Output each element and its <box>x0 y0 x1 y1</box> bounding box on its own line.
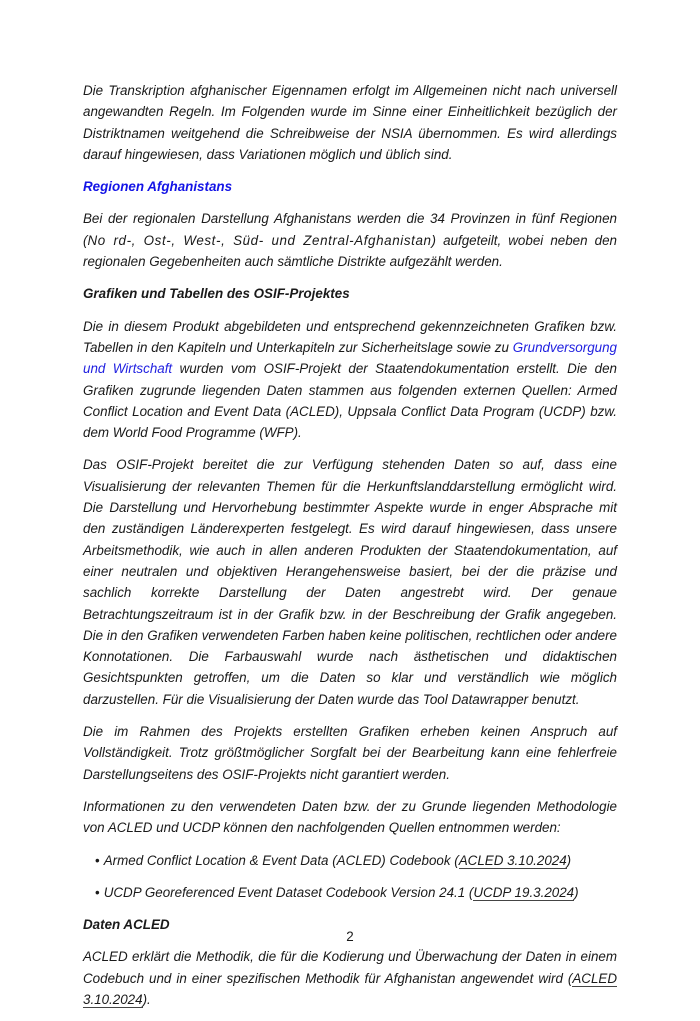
list-item <box>95 882 617 903</box>
acled-paragraph <box>83 946 617 1010</box>
acled-codebook-link[interactable]: ACLED 3.10.2024 <box>458 852 567 868</box>
bullet-icon: • <box>95 852 100 868</box>
page-number: 2 <box>346 929 354 944</box>
source-close: ) <box>574 884 579 900</box>
source-text: UCDP Georeferenced Event Dataset Codebook Version 24.1 ( <box>103 884 474 900</box>
osif-text-start: Die in diesem Produkt abgebildeten und entsprechend gekennzeichneten Grafiken bzw. Tabellen in den Kapiteln und Unterkapiteln zur Sicherheitslage sowie zu <box>83 318 617 355</box>
ucdp-codebook-link[interactable]: UCDP 19.3.2024 <box>473 884 575 900</box>
grundversorgung-link[interactable]: Grundversorgung und Wirtschaft <box>83 339 617 377</box>
acled-heading: Daten ACLED <box>83 917 170 933</box>
transcription-paragraph: Die Transkription afghanischer Eigennamen erfolgt im Allgemeinen nicht nach universell angewandten Regeln. Im Folgenden wurde im Sinne einer Einheitlichkeit bezüglich der Distriktnamen weitgehend die Schreibweise der NSIA übernommen. Es wird allerdings darauf hingewiesen, dass Variationen möglich und üblich sind. <box>83 83 617 162</box>
osif-method-paragraph: Das OSIF-Projekt bereitet die zur Verfügung stehenden Daten so auf, dass eine Visualisierung der relevanten Themen für die Herkunftslanddarstellung ermöglicht wird. Die Darstellung und Hervorhebung bestimmter Aspekte wurde in enger Absprache mit den zuständigen Länderexperten festgelegt. Es wird darauf hingewiesen, dass unsere Arbeitsmethodik, wie auch in allen anderen Produkten der Staatendokumentation, auf einer neutralen und objektiven Herangehensweise basiert, bei der die präzise und sachlich korrekte Darstellung der Daten angestrebt wird. Der genaue Betrachtungszeitraum ist in der Grafik bzw. in der Beschreibung der Grafik angegeben. Die in den Grafiken verwendeten Farben haben keine politischen, rechtlichen oder andere Konnotationen. Die Farbauswahl wurde nach ästhetischen und didaktischen Gesichtspunkten getroffen, um die Daten so klar und verständlich wie möglich darzustellen. Für die Visualisierung der Daten wurde das Tool Datawrapper benutzt. <box>83 457 617 707</box>
bullet-icon: • <box>95 884 100 900</box>
source-text: Armed Conflict Location & Event Data (ACLED) Codebook ( <box>103 852 459 868</box>
acled-text-start: ACLED erklärt die Methodik, die für die Kodierung und Überwachung der Daten in einem Codebuch und in einer spezifischen Methodik für Afghanistan angewendet wird ( <box>83 949 617 986</box>
document-page <box>83 80 617 1021</box>
regions-text-end: ) aufgeteilt, wobei neben den regionalen Gegebenheiten auch sämtliche Distrikte aufgezählt werden. <box>83 232 617 270</box>
osif-text-end: wurden vom OSIF-Projekt der Staatendokumentation erstellt. Die den Grafiken zugrunde liegenden Daten stammen aus folgenden externen Quellen: Armed Conflict Location and Event Data (ACLED), Uppsala Conflict Data Program (UCDP) bzw. dem World Food Programme (WFP). <box>83 361 617 441</box>
sources-intro-paragraph: Informationen zu den verwendeten Daten bzw. der zu Grunde liegenden Methodologie von ACLED und UCDP können den nachfolgenden Quellen entnommen werden: <box>83 798 617 836</box>
regions-list-text: No rd-, Ost-, West-, Süd- und Zentral-Afghanistan <box>87 232 432 248</box>
acled-reference-link[interactable]: ACLED 3.10.2024 <box>83 970 617 1007</box>
sources-list <box>83 850 617 904</box>
regions-heading-link[interactable]: Regionen Afghanistans <box>83 179 233 195</box>
acled-text-end: ). <box>142 991 151 1007</box>
source-close: ) <box>566 852 572 868</box>
osif-intro-paragraph <box>83 316 617 444</box>
completeness-paragraph: Die im Rahmen des Projekts erstellten Grafiken erheben keinen Anspruch auf Vollständigkeit. Trotz größtmöglicher Sorgfalt bei der Bearbeitung kann eine fehlerfreie Darstellungseitens des OSIF-Projekts nicht garantiert werden. <box>83 724 617 782</box>
list-item <box>95 850 617 871</box>
osif-heading: Grafiken und Tabellen des OSIF-Projektes <box>83 286 350 302</box>
regions-text-start: Bei der regionalen Darstellung Afghanistans werden die 34 Provinzen in fünf Regionen ( <box>83 211 617 248</box>
regions-paragraph <box>83 208 617 272</box>
